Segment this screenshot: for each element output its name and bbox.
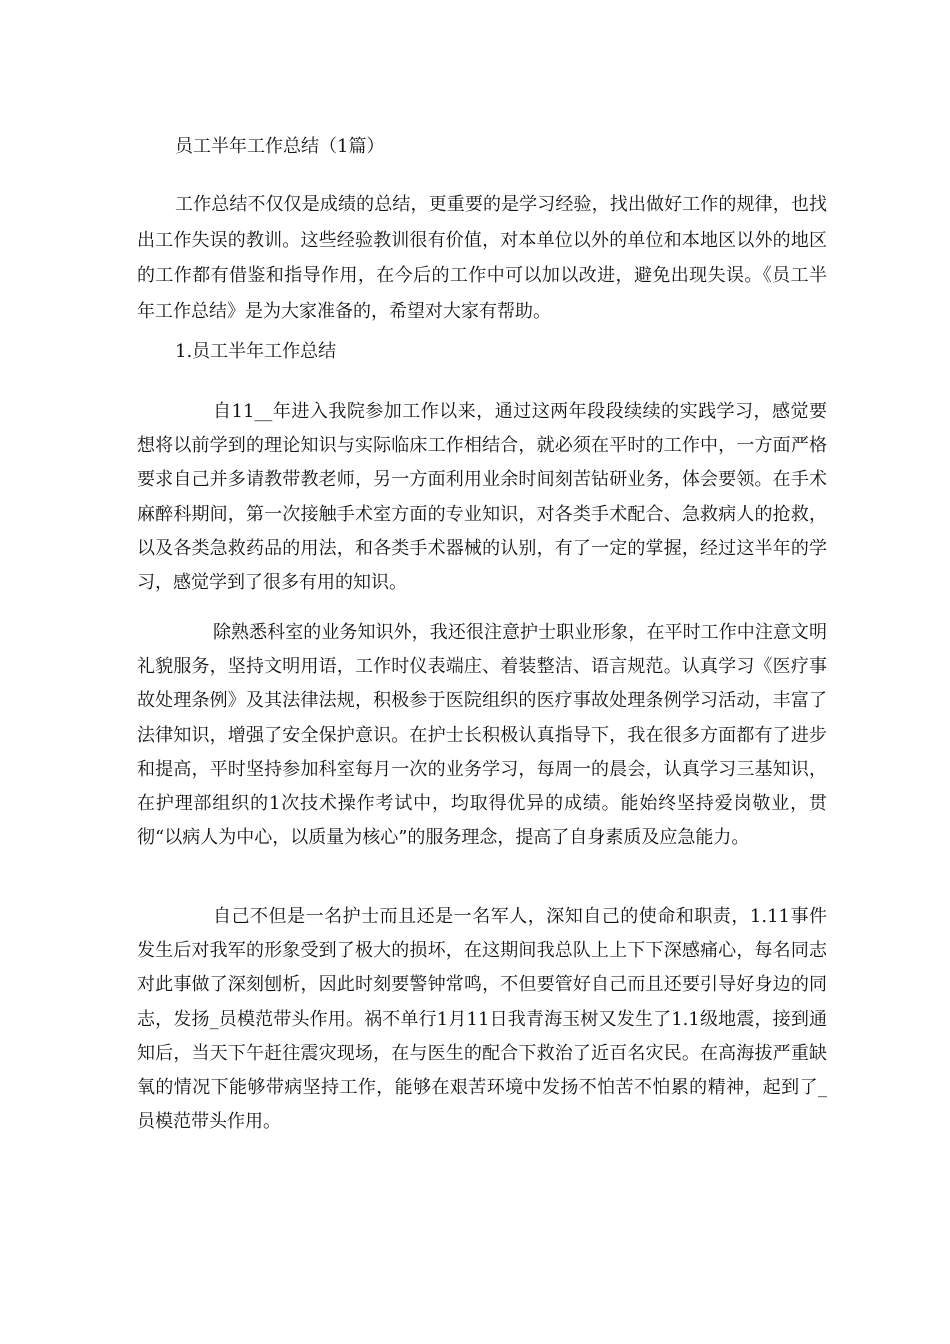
section-heading: 1.员工半年工作总结 (175, 341, 337, 362)
body-paragraph: 除熟悉科室的业务知识外，我还很注意护士职业形象，在平时工作中注意文明礼貌服务，坚持文明用语，工作时仪表端庄、着装整洁、语言规范。认真学习《医疗事故处理条例》及其法律法规，积极参于医院组织的医疗事故处理条例学习活动，丰富了法律知识，增强了安全保护意识。在护士长积极认真指导下，我在很多方面都有了进步和提高，平时坚持参加科室每月一次的业务学习，每周一的晨会，认真学习三基知识，在护理部组织的1次技术操作考试中，均取得优异的成绩。能始终坚持爱岗敬业，贯彻“以病人为中心，以质量为核心”的服务理念，提高了自身素质及应急能力。 (137, 622, 827, 849)
document-title: 员工半年工作总结（1篇） (175, 136, 385, 157)
intro-paragraph: 工作总结不仅仅是成绩的总结，更重要的是学习经验，找出做好工作的规律，也找出工作失误的教训。这些经验教训很有价值，对本单位以外的单位和本地区以外的地区的工作都有借鉴和指导作用，在今后的工作中可以加以改进，避免出现失误。《员工半年工作总结》是为大家准备的，希望对大家有帮助。 (137, 194, 827, 322)
body-paragraph: 自11__年进入我院参加工作以来，通过这两年段段续续的实践学习，感觉要想将以前学到的理论知识与实际临床工作相结合，就必须在平时的工作中，一方面严格要求自己并多请教带教老师，另一方面利用业余时间刻苦钻研业务，体会要领。在手术麻醉科期间，第一次接触手术室方面的专业知识，对各类手术配合、急救病人的抢救，以及各类急救药品的用法，和各类手术器械的认别，有了一定的掌握，经过这半年的学习，感觉学到了很多有用的知识。 (137, 401, 827, 594)
body-paragraph: 自己不但是一名护士而且还是一名军人，深知自己的使命和职责，1.11事件发生后对我军的形象受到了极大的损坏，在这期间我总队上上下下深感痛心，每名同志对此事做了深刻刨析，因此时刻要警钟常鸣，不但要管好自己而且还要引导好身边的同志，发扬_员模范带头作用。祸不单行1月11日我青海玉树又发生了1.1级地震，接到通知后，当天下午赶往震灾现场，在与医生的配合下救治了近百名灾民。在高海拔严重缺氧的情况下能够带病坚持工作，能够在艰苦环境中发扬不怕苦不怕累的精神，起到了_员模范带头作用。 (137, 906, 827, 1133)
